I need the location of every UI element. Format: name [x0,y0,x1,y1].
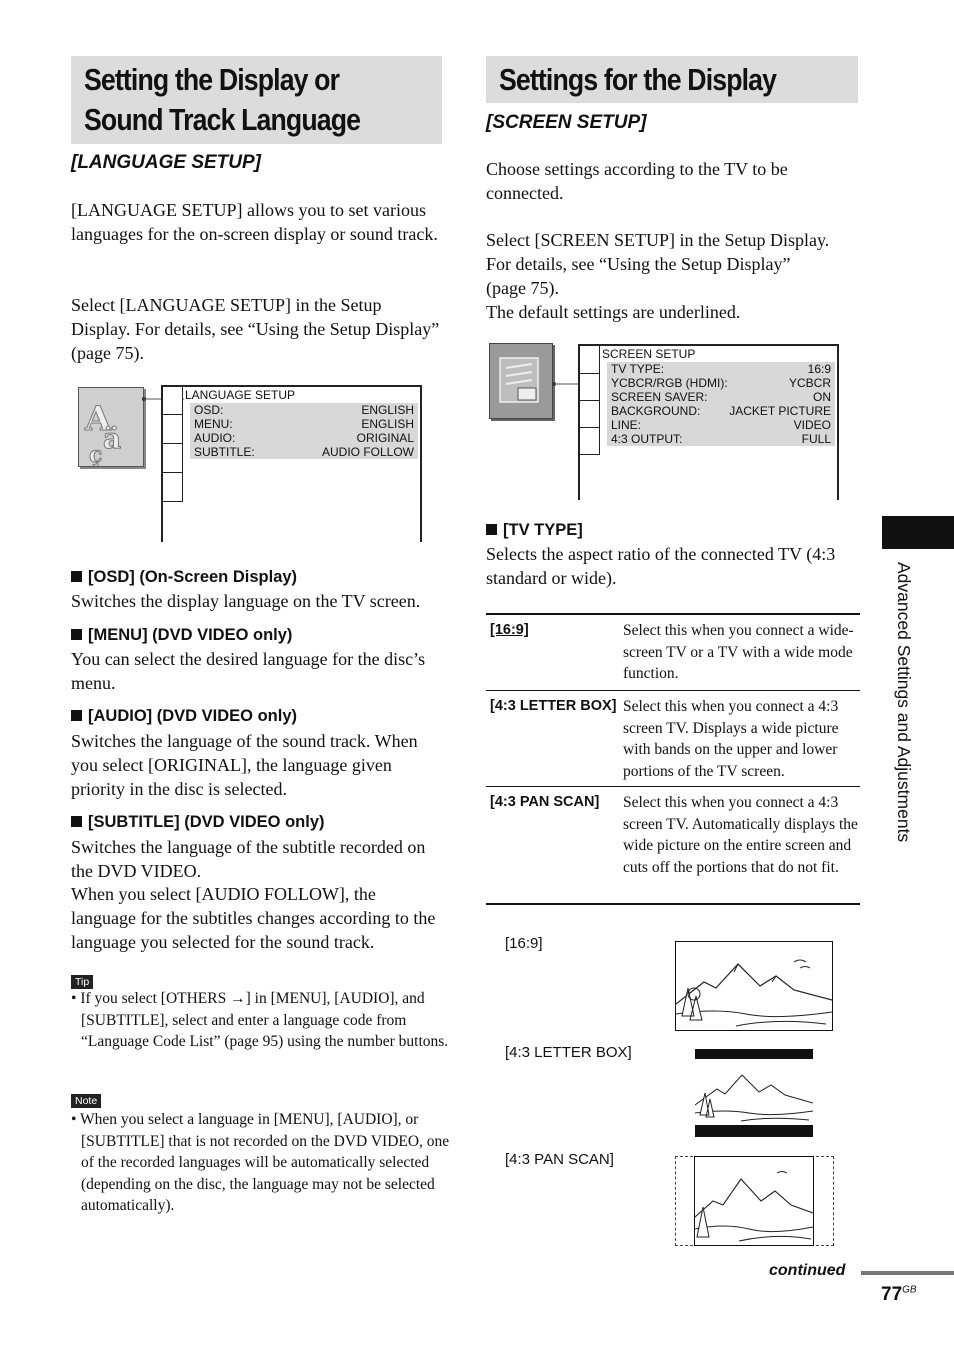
picture-label-16-9: [16:9] [505,935,543,952]
language-setup-subhead: [LANGUAGE SETUP] [71,152,261,173]
row-label: OSD: [194,403,224,417]
right-select-line2: For details, see “Using the Setup Display” (page 75). [486,254,791,298]
note-text: • When you select a language in [MENU], [AUDIO], or [SUBTITLE] that is not recorded on the DVD VIDEO, one of the recorded languages will be automatically selected (depending on the disc, the language may not be selected automatically). [71,1111,450,1214]
menu-row [190,417,418,431]
row-label: AUDIO: [194,431,236,445]
row-value: ORIGINAL [356,431,414,445]
audio-text: Switches the language of the sound track. When you select [ORIGINAL], the language given priority in the disc is selected. [71,731,418,799]
tv-type-heading-text: [TV TYPE] [503,521,583,539]
page-number-value: 77 [881,1284,903,1305]
menu-heading [71,626,292,645]
right-intro-paragraph: Choose settings according to the TV to be connected. [486,159,788,203]
row-value: ENGLISH [361,403,414,417]
row-value: ENGLISH [361,417,414,431]
left-select-paragraph: Select [LANGUAGE SETUP] in the Setup Display. For details, see “Using the Setup Display” (page 75). [71,295,440,363]
menu-row [190,445,418,459]
row-value: ON [813,390,831,404]
tip-text: • If you select [OTHERS →] in [MENU], [AUDIO], and [SUBTITLE], select and enter a language code from “Language Code List” (page 95) using the number buttons. [71,990,449,1050]
right-title: Settings for the Display [499,62,777,97]
menu-heading-text: [MENU] (DVD VIDEO only) [88,626,293,644]
menu-row [607,418,835,432]
subtitle-text: Switches the language of the subtitle recorded on the DVD VIDEO. [71,837,426,881]
row-label: MENU: [194,417,233,431]
option-cell: [4:3 PAN SCAN] [490,794,600,810]
tv-type-text: Selects the aspect ratio of the connected TV (4:3 standard or wide). [486,544,836,588]
menu-tab [580,428,599,455]
menu-tab [163,387,182,415]
option-cell: [4:3 LETTER BOX] [490,698,617,714]
menu-row [190,403,418,417]
page-number [881,1284,917,1306]
screen-setup-menu [578,344,839,500]
option-cell: [16:9] [490,622,529,638]
menu-tabs [580,346,600,455]
menu-tab [580,346,599,374]
picture-label-pan-scan: [4:3 PAN SCAN] [505,1151,614,1168]
menu-row [607,404,835,418]
landscape-image-16-9 [675,941,833,1031]
svg-text:A: A [85,399,112,439]
menu-rows [607,362,835,446]
row-label: SUBTITLE: [194,445,255,459]
menu-tab [580,401,599,428]
bullet-square-icon [71,571,82,582]
osd-text: Switches the display language on the TV screen. [71,591,421,611]
tv-type-table [486,613,860,905]
menu-tabs [163,387,183,502]
right-title-box [486,56,858,103]
menu-tab [163,473,182,502]
audio-heading-text: [AUDIO] (DVD VIDEO only) [88,707,297,725]
row-value: AUDIO FOLLOW [321,445,414,459]
row-label: LINE: [611,418,642,432]
menu-tab [163,444,182,473]
menu-row [607,376,835,390]
menu-title: LANGUAGE SETUP [185,388,296,402]
section-side-tab [882,516,954,549]
note-label [71,1091,101,1109]
desc-cell: Select this when you connect a 4:3 screen TV. Displays a wide picture with bands on the upper and lower portions of the TV screen. [623,698,839,780]
left-title-line1: Setting the Display or [84,62,340,97]
menu-row [607,390,835,404]
menu-pointer-line [550,380,580,390]
osd-heading [71,568,297,587]
desc-cell: Select this when you connect a 4:3 screen TV. Automatically displays the wide picture on the entire screen and cuts off the portions that do not fit. [623,794,858,876]
picture-label-letter-box: [4:3 LETTER BOX] [505,1044,632,1061]
right-default-note: The default settings are underlined. [486,302,741,322]
note-text-content: When you select a language in [MENU], [AUDIO], or [SUBTITLE] that is not recorded on the DVD VIDEO, one of the recorded languages will be automatically selected (depending on the disc, the language may not be selected automatically). [80,1111,450,1214]
language-setup-menu [161,385,422,542]
screen-setup-subhead: [SCREEN SETUP] [486,112,647,133]
page-suffix: GB [902,1284,917,1296]
desc-cell: Select this when you connect a wide-screen TV or a TV with a wide mode function. [623,622,854,682]
bullet-square-icon [486,524,497,535]
subtitle-heading-text: [SUBTITLE] (DVD VIDEO only) [88,813,325,831]
row-value: VIDEO [793,418,831,432]
row-label: TV TYPE: [611,362,665,376]
bullet-square-icon [71,710,82,721]
row-value: 16:9 [807,362,831,376]
table-row [486,691,860,787]
tv-type-heading [486,521,583,540]
tip-tag: Tip [71,975,93,989]
table-row [486,787,860,903]
svg-text:ç: ç [89,442,103,466]
section-side-label: Advanced Settings and Adjustments [894,562,914,843]
menu-tab [163,415,182,444]
screen-setup-icon [489,343,553,419]
menu-row [607,362,835,376]
menu-tab [580,374,599,401]
row-label: YCBCR/RGB (HDMI): [611,376,728,390]
subtitle-text-2: When you select [AUDIO FOLLOW], the language for the subtitles changes according to the language you selected for the sound track. [71,884,436,952]
subtitle-heading [71,813,325,832]
row-value: YCBCR [788,376,831,390]
right-select-line1: Select [SCREEN SETUP] in the Setup Display. [486,230,830,250]
menu-title: SCREEN SETUP [602,347,696,361]
continued-bar [861,1271,954,1275]
row-value: JACKET PICTURE [729,404,831,418]
continued-label: continued [769,1262,846,1279]
landscape-image-pan-scan [694,1156,814,1246]
menu-rows [190,403,418,459]
audio-heading [71,707,297,726]
language-setup-icon [78,387,144,467]
svg-text:ä: ä [103,422,122,455]
table-row [486,615,860,691]
menu-row [607,432,835,446]
menu-row [190,431,418,445]
left-title-line2: Sound Track Language [84,102,361,137]
row-label: BACKGROUND: [611,404,701,418]
landscape-image-letter-box [695,1049,813,1137]
left-intro-paragraph: [LANGUAGE SETUP] allows you to set various languages for the on-screen display or sound track. [71,200,438,244]
bullet-square-icon [71,816,82,827]
row-label: SCREEN SAVER: [611,390,708,404]
row-value: FULL [801,432,831,446]
note-tag: Note [71,1094,101,1108]
osd-heading-text: [OSD] (On-Screen Display) [88,568,298,586]
bullet-square-icon [71,629,82,640]
row-label: 4:3 OUTPUT: [611,432,683,446]
left-title-box [71,56,442,144]
menu-text: You can select the desired language for the disc’s menu. [71,649,426,693]
tip-text-content: If you select [OTHERS →] in [MENU], [AUDIO], and [SUBTITLE], select and enter a language code from “Language Code List” (page 95) using the number buttons. [80,990,449,1050]
